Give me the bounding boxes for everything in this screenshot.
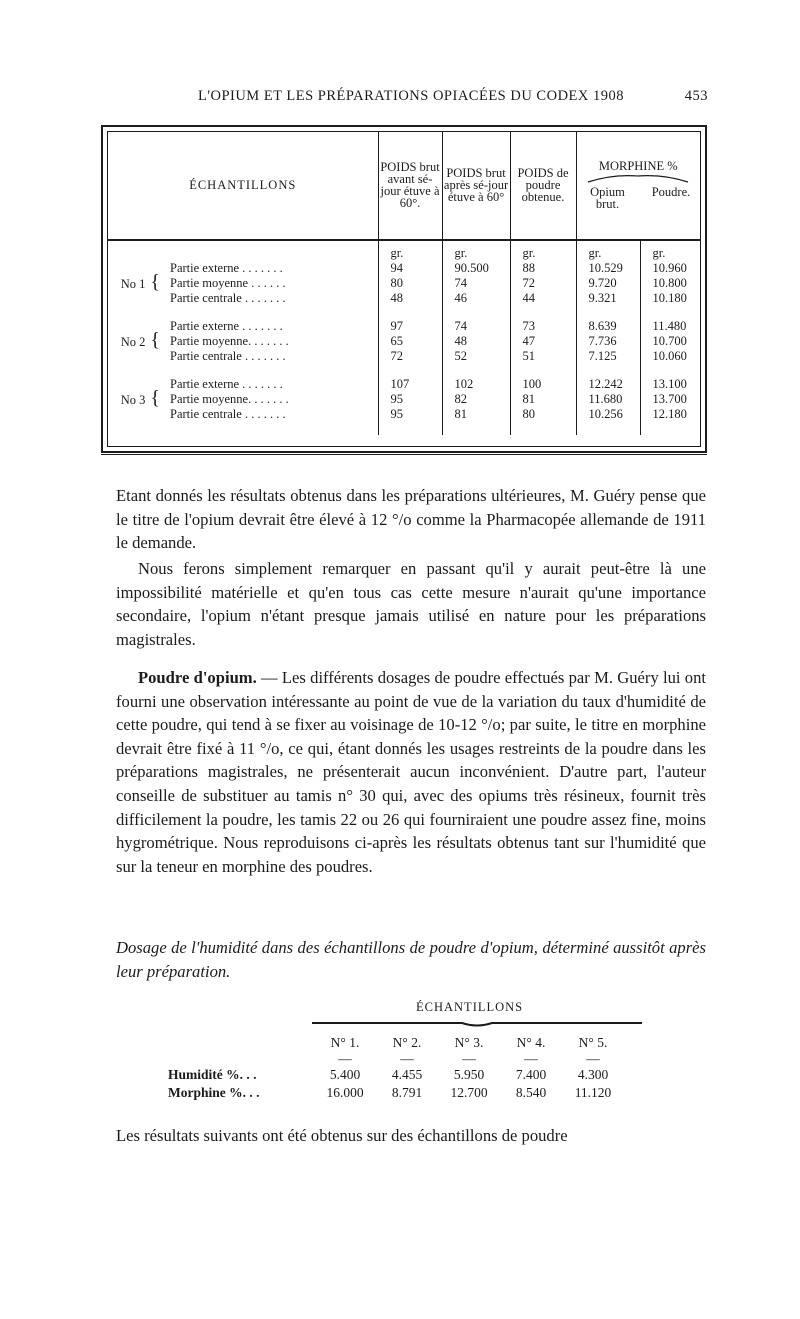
header-morphine-raw: Opium brut. xyxy=(590,185,625,211)
table-cell: 7.736 xyxy=(576,334,640,349)
table-cell: 94 xyxy=(378,261,442,276)
table-cell: 7.125 xyxy=(576,349,640,364)
small-table-cell: 5.400 xyxy=(329,1067,361,1082)
table-cell: 107 xyxy=(378,377,442,392)
group-number: No 3 xyxy=(120,393,146,407)
morphine-title: MORPHINE % xyxy=(598,159,678,173)
table-cell: 13.700 xyxy=(640,392,700,407)
table-caption-text: Dosage de l'humidité dans des échantillons de poudre d'opium, déterminé aussitôt après leur préparation. xyxy=(116,938,706,981)
table-cell: 10.256 xyxy=(576,407,640,422)
table-cell: 80 xyxy=(378,276,442,291)
paragraph-1-text: Etant donnés les résultats obtenus dans les préparations ultérieures, M. Guéry pense que le titre de l'opium devrait être élevé à 12 °/o comme la Pharmacopée allemande de 1911 le demande. xyxy=(116,486,706,553)
left-brace-icon: { xyxy=(145,271,160,293)
table-cell: 9.321 xyxy=(576,291,640,306)
sample-part: Partie externe . . . . . . . xyxy=(170,319,283,333)
sample-part: Partie centrale . . . . . . . xyxy=(170,407,286,421)
table-cell: 10.060 xyxy=(640,349,700,364)
table-cell: 100 xyxy=(510,377,576,392)
dash-mark: — xyxy=(400,1051,414,1066)
table-cell: 8.639 xyxy=(576,319,640,334)
table-row xyxy=(108,334,700,349)
table-cell: 47 xyxy=(510,334,576,349)
paragraph-2-text: Nous ferons simplement remarquer en passant qu'il y aurait peut-être là une impossibilité matérielle et qu'en tous cas cette mesure n'aurait qu'une importance secondaire, l'opium n'étant presque jamais utilisé en nature pour les préparations magistrales. xyxy=(116,559,706,649)
table-cell: 10.180 xyxy=(640,291,700,306)
table-row xyxy=(108,291,700,306)
paragraph-last xyxy=(116,1124,706,1148)
unit-label: gr. xyxy=(378,240,442,261)
group-number: No 2 xyxy=(120,335,146,349)
group-label xyxy=(108,319,166,364)
table-cell: 81 xyxy=(510,392,576,407)
header-weight-after: POIDS brut après sé-jour étuve à 60° xyxy=(442,131,510,240)
small-table-row xyxy=(168,1084,624,1102)
sample-part: Partie moyenne. . . . . . . xyxy=(170,392,289,406)
table-cell: 65 xyxy=(378,334,442,349)
left-brace-icon: { xyxy=(145,387,160,409)
section-heading: Poudre d'opium. xyxy=(138,668,257,687)
small-column-header: N° 2. xyxy=(392,1035,422,1050)
group-label xyxy=(108,377,166,422)
table-cell: 88 xyxy=(510,261,576,276)
small-table-cell: 4.300 xyxy=(577,1067,609,1082)
moisture-morphine-table xyxy=(168,1034,624,1102)
table-cell: 52 xyxy=(442,349,510,364)
dash-mark: — xyxy=(524,1051,538,1066)
table-cell: 74 xyxy=(442,319,510,334)
paragraph-2 xyxy=(116,557,706,651)
table-cell: 48 xyxy=(378,291,442,306)
unit-label: gr. xyxy=(510,240,576,261)
table-row xyxy=(108,349,700,364)
table-cell: 46 xyxy=(442,291,510,306)
row-label: Humidité %. . . xyxy=(168,1067,257,1082)
small-column-header: N° 3. xyxy=(454,1035,484,1050)
table-row xyxy=(108,377,700,392)
table-cell: 97 xyxy=(378,319,442,334)
table-cell: 13.100 xyxy=(640,377,700,392)
table-row xyxy=(108,392,700,407)
table-cell: 51 xyxy=(510,349,576,364)
table-row xyxy=(108,407,700,422)
unit-label: gr. xyxy=(640,240,700,261)
units-row xyxy=(108,240,700,261)
table-cell: 10.800 xyxy=(640,276,700,291)
sample-part: Partie externe . . . . . . . xyxy=(170,377,283,391)
small-table-cell: 12.700 xyxy=(450,1085,488,1100)
sample-part: Partie moyenne. . . . . . . xyxy=(170,334,289,348)
table-cell: 73 xyxy=(510,319,576,334)
header-morphine xyxy=(576,131,700,240)
row-label: Morphine %. . . xyxy=(168,1085,260,1100)
table-cell: 81 xyxy=(442,407,510,422)
table-bottom-rule xyxy=(101,454,707,455)
dash-mark: — xyxy=(586,1051,600,1066)
morphine-brace-icon xyxy=(583,172,693,184)
table-cell: 48 xyxy=(442,334,510,349)
sample-part: Partie moyenne . . . . . . xyxy=(170,276,286,290)
small-table-cell: 7.400 xyxy=(515,1067,547,1082)
table-cell: 102 xyxy=(442,377,510,392)
table-caption xyxy=(116,936,706,983)
table-row xyxy=(108,276,700,291)
table-cell: 12.242 xyxy=(576,377,640,392)
header-weight-before: POIDS brut avant sé-jour étuve à 60°. xyxy=(378,131,442,240)
small-column-header: N° 1. xyxy=(330,1035,360,1050)
table-cell: 12.180 xyxy=(640,407,700,422)
paragraph-1 xyxy=(116,484,706,555)
unit-label: gr. xyxy=(442,240,510,261)
small-table-cell: 16.000 xyxy=(326,1085,364,1100)
header-morphine-powder: Poudre. xyxy=(651,185,691,199)
table-cell: 82 xyxy=(442,392,510,407)
page-number: 453 xyxy=(684,88,708,104)
small-table-cell: 11.120 xyxy=(574,1085,612,1100)
table-cell: 11.680 xyxy=(576,392,640,407)
small-table-row xyxy=(168,1066,624,1084)
table-cell: 9.720 xyxy=(576,276,640,291)
paragraph-last-text: Les résultats suivants ont été obtenus sur des échantillons de poudre xyxy=(116,1126,568,1145)
table-cell: 95 xyxy=(378,407,442,422)
paragraph-3-text: — Les différents dosages de poudre effectués par M. Guéry lui ont fourni une observation intéressante au point de vue de la variation du taux d'humidité de cette poudre, qui tend à se fixer au voisinage de 10-12 °/o; par suite, le titre en morphine devrait être fixé à 11 °/o, ce qui, étant donnés les usages restreints de la poudre dans les préparations magistrales, ne présenterait aucun inconvénient. D'autre part, l'auteur conseille de substituer au tamis n° 30 qui, avec des opiums très résineux, fournit très difficilement la poudre, les tamis 22 ou 26 qui fourniraient une poudre assez fine, moins hygrométrique. Nous reproduisons ci-après les résultats obtenus tant sur l'humidité que sur la teneur en morphine des poudres. xyxy=(116,668,706,876)
table-cell: 72 xyxy=(378,349,442,364)
table-row xyxy=(108,261,700,276)
group-number: No 1 xyxy=(120,277,146,291)
table-cell: 72 xyxy=(510,276,576,291)
header-powder-weight: POIDS de poudre obtenue. xyxy=(510,131,576,240)
left-brace-icon: { xyxy=(145,329,160,351)
dash-mark: — xyxy=(462,1051,476,1066)
table-cell: 44 xyxy=(510,291,576,306)
table-cell: 80 xyxy=(510,407,576,422)
running-title: L'OPIUM ET LES PRÉPARATIONS OPIACÉES DU CODEX 1908 xyxy=(198,88,625,104)
sample-part: Partie externe . . . . . . . xyxy=(170,261,283,275)
small-table-cell: 8.791 xyxy=(391,1085,423,1100)
sample-part: Partie centrale . . . . . . . xyxy=(170,349,286,363)
table-cell: 11.480 xyxy=(640,319,700,334)
table-cell: 90.500 xyxy=(442,261,510,276)
group-label xyxy=(108,261,166,306)
paragraph-3 xyxy=(116,666,706,878)
small-header-row xyxy=(168,1034,624,1052)
running-head xyxy=(198,88,708,105)
table-cell: 10.529 xyxy=(576,261,640,276)
small-column-header: N° 5. xyxy=(578,1035,608,1050)
sample-part: Partie centrale . . . . . . . xyxy=(170,291,286,305)
header-samples: ÉCHANTILLONS xyxy=(108,131,378,240)
small-column-header: N° 4. xyxy=(516,1035,546,1050)
small-table-cell: 4.455 xyxy=(391,1067,423,1082)
unit-label: gr. xyxy=(576,240,640,261)
table-cell: 10.700 xyxy=(640,334,700,349)
dash-mark: — xyxy=(338,1051,352,1066)
table-cell: 10.960 xyxy=(640,261,700,276)
small-table-brace-icon xyxy=(312,1020,642,1028)
opium-samples-table xyxy=(108,131,700,435)
small-table-cell: 5.950 xyxy=(453,1067,485,1082)
table-cell: 95 xyxy=(378,392,442,407)
small-table-cell: 8.540 xyxy=(515,1085,547,1100)
small-table-title: ÉCHANTILLONS xyxy=(416,1000,524,1014)
table-cell: 74 xyxy=(442,276,510,291)
table-row xyxy=(108,319,700,334)
